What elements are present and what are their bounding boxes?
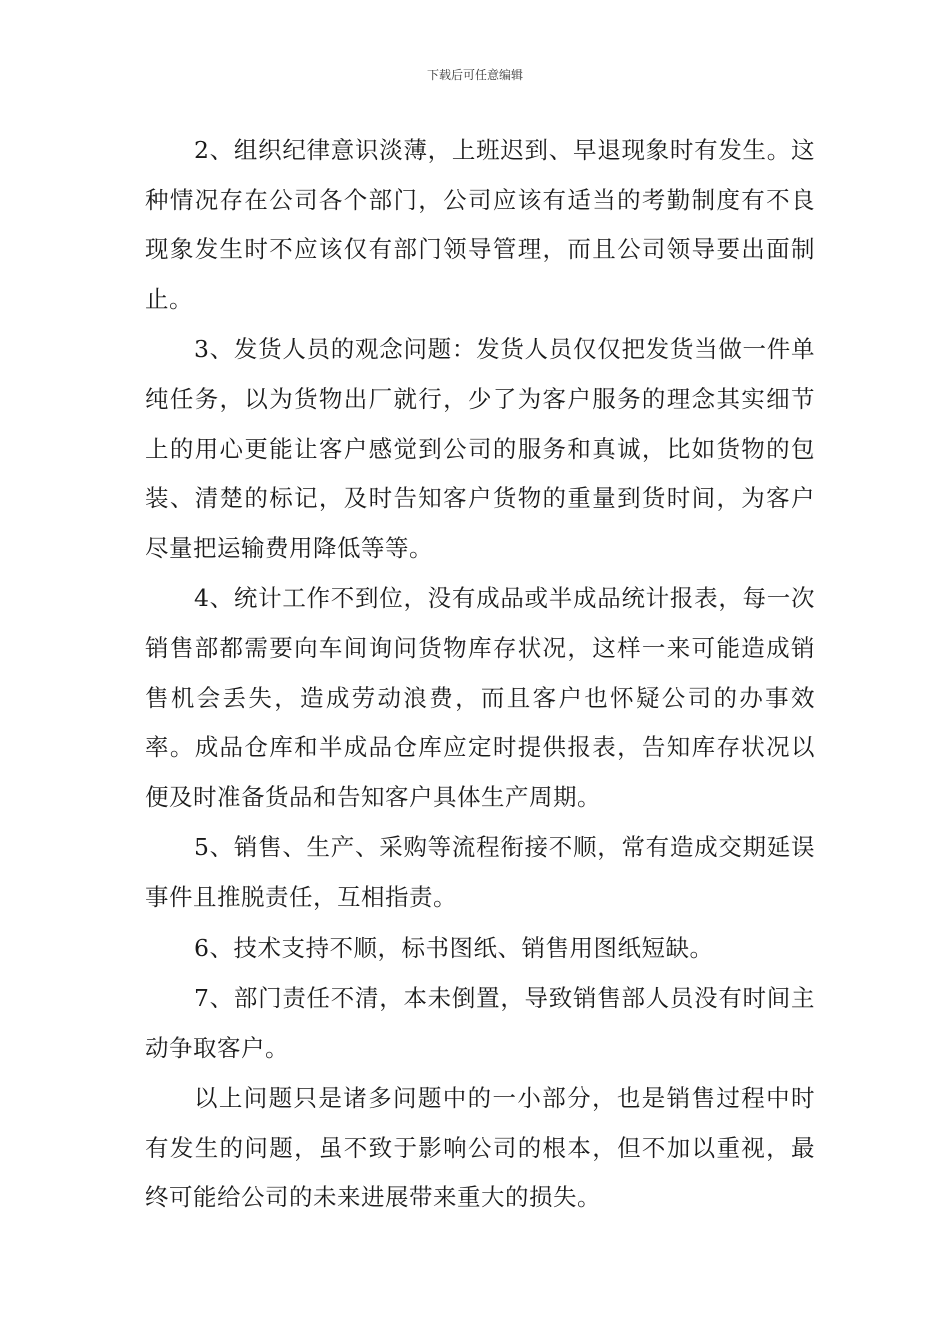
- paragraph-item-2: 2、组织纪律意识淡薄，上班迟到、早退现象时有发生。这种情况存在公司各个部门，公司应该有适当的考勤制度有不良现象发生时不应该仅有部门领导管理，而且公司领导要出面制止。: [145, 136, 815, 313]
- document-body: [145, 126, 815, 1224]
- paragraph-item-4: 4、统计工作不到位，没有成品或半成品统计报表，每一次销售部都需要向车间询问货物库存状况，这样一来可能造成销售机会丢失，造成劳动浪费，而且客户也怀疑公司的办事效率。成品仓库和半成品仓库应定时提供报表，告知库存状况以便及时准备货品和告知客户具体生产周期。: [145, 584, 815, 811]
- paragraph-item-6: 6、技术支持不顺，标书图纸、销售用图纸短缺。: [194, 933, 714, 962]
- paragraph-item-5: 5、销售、生产、采购等流程衔接不顺，常有造成交期延误事件且推脱责任，互相指责。: [145, 833, 815, 911]
- page-header-note: 下载后可任意编辑: [426, 68, 523, 82]
- paragraph-item-3: 3、发货人员的观念问题：发货人员仅仅把发货当做一件单纯任务，以为货物出厂就行，少了为客户服务的理念其实细节上的用心更能让客户感觉到公司的服务和真诚，比如货物的包装、清楚的标记，及时告知客户货物的重量到货时间，为客户尽量把运输费用降低等等。: [145, 335, 815, 562]
- paragraph-item-7: 7、部门责任不清，本未倒置，导致销售部人员没有时间主动争取客户。: [145, 984, 815, 1062]
- paragraph-summary: 以上问题只是诸多问题中的一小部分，也是销售过程中时有发生的问题，虽不致于影响公司的根本，但不加以重视，最终可能给公司的未来进展带来重大的损失。: [145, 1084, 815, 1212]
